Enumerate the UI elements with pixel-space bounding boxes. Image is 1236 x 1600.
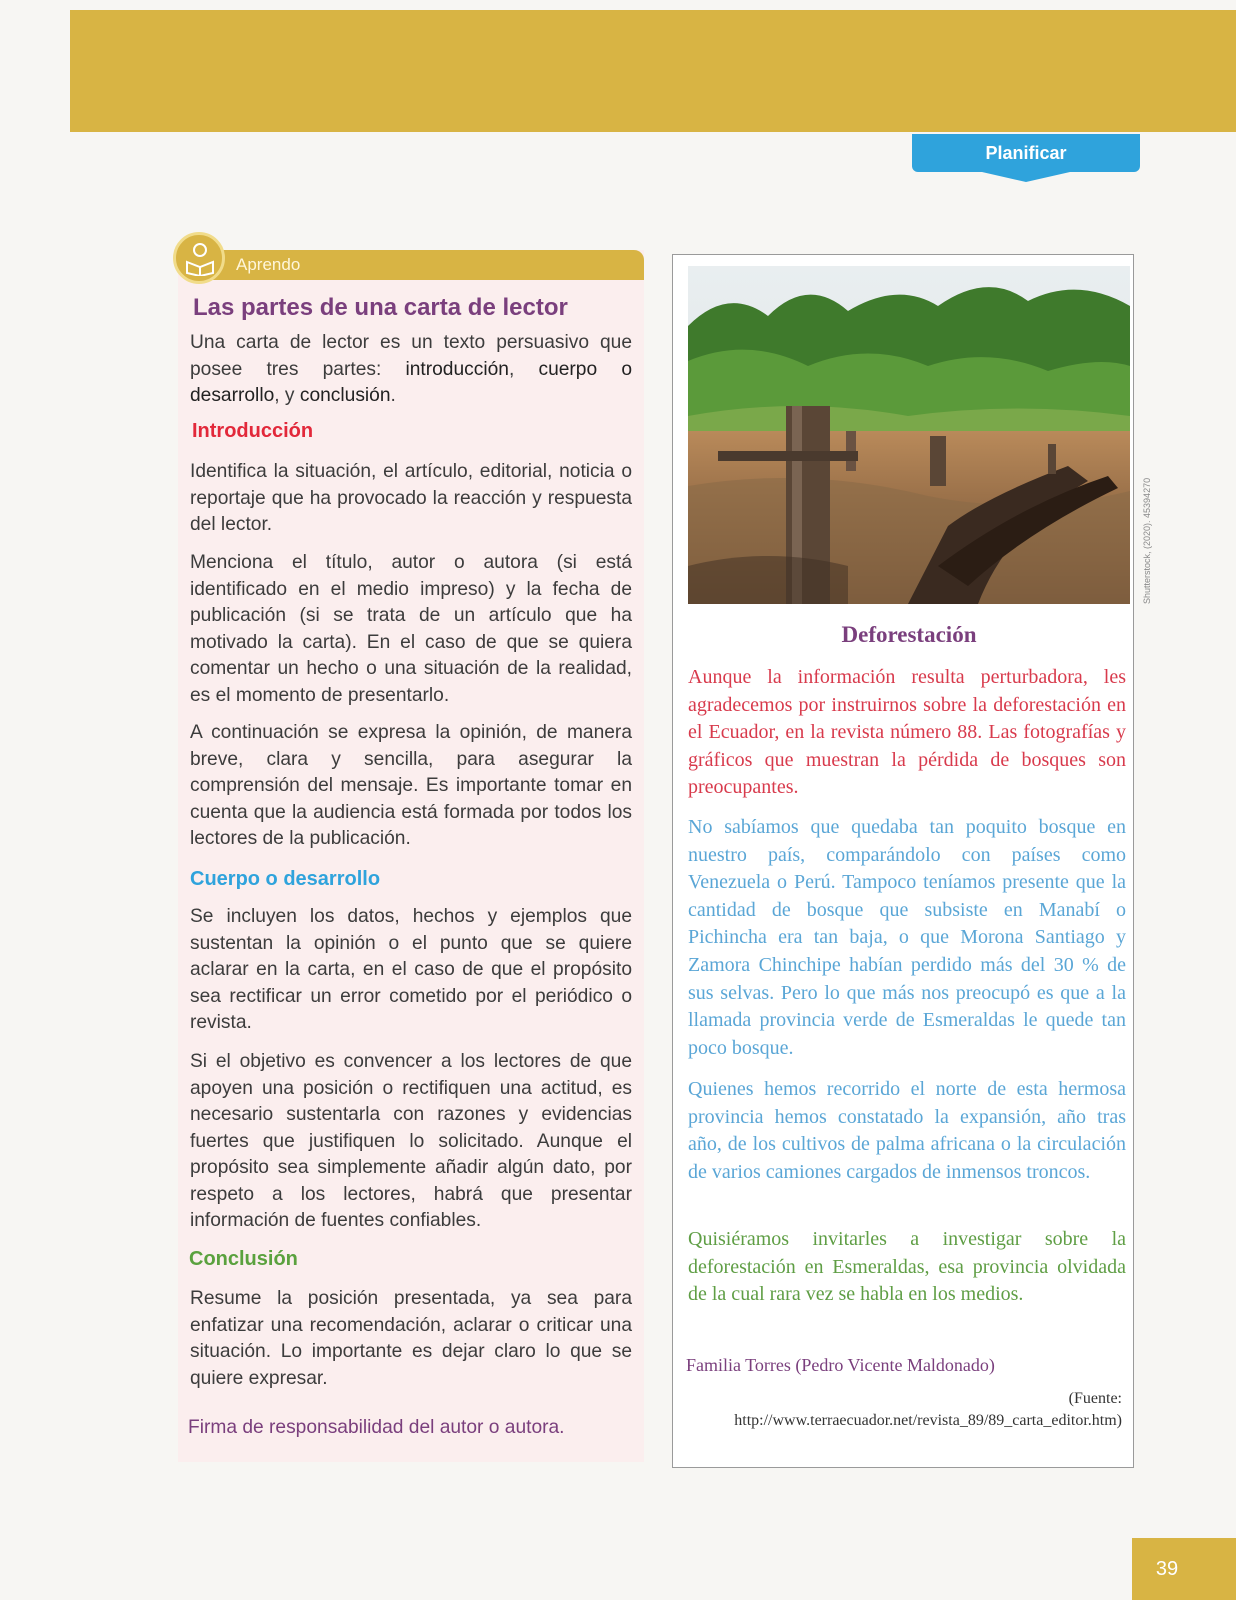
intro-end: . bbox=[390, 385, 396, 406]
tab-planificar[interactable] bbox=[912, 134, 1140, 172]
letter-title: Deforestación bbox=[841, 622, 977, 647]
introduccion-p1 bbox=[190, 459, 632, 539]
paragraph: Resume la posición presentada, ya sea para enfatizar una recomendación, aclarar o criticar una situación. Lo importante es dejar claro lo que se quiere expresar. bbox=[190, 1288, 632, 1389]
cuerpo-p1 bbox=[190, 904, 632, 1037]
letter-source: (Fuente: http://www.terraecuador.net/revista_89/89_carta_editor.htm) bbox=[734, 1390, 1122, 1429]
intro-term-cuerpo: cuerpo o desarrollo bbox=[190, 358, 632, 406]
section-title: Las partes de una carta de lector bbox=[193, 294, 568, 321]
intro-paragraph bbox=[190, 330, 632, 410]
page-number: 39 bbox=[1132, 1538, 1236, 1600]
introduccion-p2 bbox=[190, 550, 632, 709]
deforestation-photo bbox=[688, 266, 1130, 604]
paragraph: A continuación se expresa la opinión, de manera breve, clara y sencilla, para asegurar la comprensión del mensaje. Es importante tomar en cuenta que la audiencia está formada por todos los lectores de la publicación. bbox=[190, 722, 632, 849]
heading-cuerpo: Cuerpo o desarrollo bbox=[190, 868, 381, 890]
paragraph: Se incluyen los datos, hechos y ejemplos que sustentan la opinión o el punto que se quiere aclarar en la carta, en el caso de que el propósito sea rectificar un error cometido por el periódico o revista. bbox=[190, 906, 632, 1033]
introduccion-p3 bbox=[190, 720, 632, 853]
letter-paragraph-1: Aunque la información resulta perturbadora, les agradecemos por instruirnos sobre la deforestación en el Ecuador, en la revista número 88. Las fotografías y gráficos que muestran la pérdida de bosques son preocupantes. bbox=[688, 666, 1126, 799]
reader-icon bbox=[184, 242, 216, 276]
top-color-band bbox=[70, 10, 1236, 132]
letter-signature: Familia Torres (Pedro Vicente Maldonado) bbox=[686, 1355, 995, 1375]
paragraph: Menciona el título, autor o autora (si está identificado en el medio impreso) y la fecha de publicación (si se trata de un artículo que ha motivado la carta). En el caso de que se quiera comentar un hecho o una situación de la realidad, es el momento de presentarlo. bbox=[190, 552, 632, 706]
letter-paragraph-4: Quisiéramos invitarles a investigar sobre la deforestación en Esmeraldas, esa provincia olvidada de la cual rara vez se habla en los medios. bbox=[688, 1228, 1126, 1306]
intro-term-conclusion: conclusión bbox=[299, 385, 391, 406]
aprendo-badge bbox=[173, 232, 225, 284]
conclusion-p1 bbox=[190, 1286, 632, 1392]
paragraph: Si el objetivo es convencer a los lectores de que apoyen una posición o rectifiquen una actitud, es necesario sustentarla con razones y evidencias fuertes que justifiquen lo solicitado. Aunque el propósito sea simplemente añadir algún dato, por respeto a los lectores, habrá que presentar información de fuentes confiables. bbox=[190, 1051, 632, 1231]
intro-text: Una carta de lector es un texto persuasivo que posee tres partes: bbox=[190, 332, 632, 380]
tab-planificar-label: Planificar bbox=[985, 142, 1067, 163]
letter-paragraph-3: Quienes hemos recorrido el norte de esta hermosa provincia hemos constatado la expansión, año tras año, de los cultivos de palma africana o la circulación de varios camiones cargados de inmensos troncos. bbox=[688, 1078, 1126, 1183]
aprendo-label: Aprendo bbox=[236, 255, 301, 274]
heading-conclusion: Conclusión bbox=[189, 1248, 298, 1270]
heading-introduccion: Introducción bbox=[192, 420, 314, 442]
photo-credit: Shutterstock, (2020). 45394270 bbox=[1142, 477, 1152, 604]
intro-sep: , bbox=[508, 358, 539, 380]
intro-term-introduccion: introducción bbox=[405, 358, 509, 380]
cuerpo-p2 bbox=[190, 1049, 632, 1235]
paragraph: Identifica la situación, el artículo, editorial, noticia o reportaje que ha provocado la reacción y respuesta del lector. bbox=[190, 461, 632, 535]
intro-sep: , y bbox=[274, 385, 300, 406]
letter-paragraph-2: No sabíamos que quedaba tan poquito bosque en nuestro país, comparándolo con países como Venezuela o Perú. Tampoco teníamos presente que la cantidad de bosque que subsiste en Manabí o Pichincha era tan baja, o que Morona Santiago y Zamora Chinchipe habían perdido más del 30 % de sus selvas. Pero lo que más nos preocupó es que a la llamada provincia verde de Esmeraldas le quede tan poco bosque. bbox=[688, 816, 1126, 1059]
firma-text: Firma de responsabilidad del autor o autora. bbox=[188, 1417, 565, 1438]
